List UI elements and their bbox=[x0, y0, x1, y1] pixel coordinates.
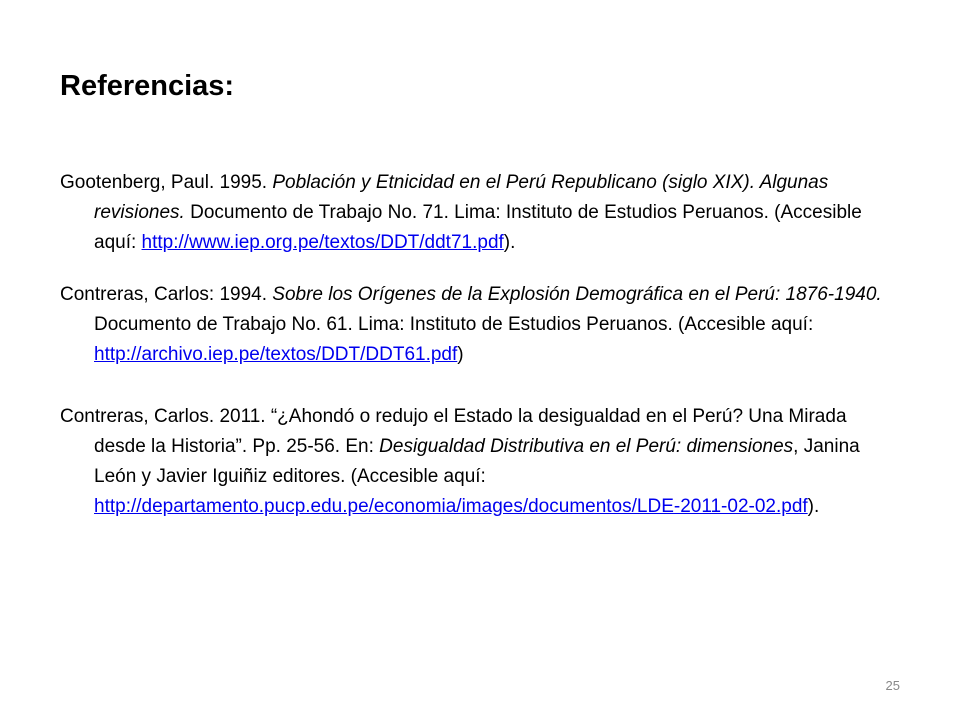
reference-gootenberg-1995 bbox=[60, 168, 895, 258]
reference-details: , Janina León y Javier Iguiñiz editores. (Accesible aquí: bbox=[94, 436, 860, 487]
reference-link-iep-ddt71[interactable]: http://www.iep.org.pe/textos/DDT/ddt71.pdf bbox=[141, 232, 504, 253]
reference-closing: ). bbox=[503, 232, 516, 253]
reference-closing: ). bbox=[807, 496, 820, 517]
reference-title: Sobre los Orígenes de la Explosión Demográfica en el Perú: 1876-1940. bbox=[272, 284, 882, 305]
slide-number: 25 bbox=[885, 678, 900, 693]
reference-closing: ) bbox=[457, 344, 464, 365]
reference-author: Gootenberg, Paul. 1995. bbox=[60, 172, 273, 193]
reference-link-iep-ddt61[interactable]: http://archivo.iep.pe/textos/DDT/DDT61.pdf bbox=[94, 344, 458, 365]
references-list bbox=[60, 168, 895, 544]
reference-author: Contreras, Carlos. 2011. bbox=[60, 406, 271, 427]
reference-contreras-2011 bbox=[60, 402, 895, 522]
slide-title: Referencias: bbox=[60, 70, 235, 102]
reference-title: Población y Etnicidad en el Perú Republicano (siglo XIX). Algunas revisiones. bbox=[94, 172, 829, 223]
reference-details: Documento de Trabajo No. 61. Lima: Instituto de Estudios Peruanos. (Accesible aquí: bbox=[94, 314, 814, 335]
reference-contreras-1994 bbox=[60, 280, 895, 370]
reference-details: Documento de Trabajo No. 71. Lima: Instituto de Estudios Peruanos. (Accesible aquí: bbox=[94, 202, 862, 253]
reference-link-pucp-lde[interactable]: http://departamento.pucp.edu.pe/economia/images/documentos/LDE-2011-02-02.pdf bbox=[94, 496, 808, 517]
reference-chapter: “¿Ahondó o redujo el Estado la desigualdad en el Perú? Una Mirada desde la Historia”. Pp. 25-56. En: bbox=[94, 406, 847, 457]
reference-author: Contreras, Carlos: 1994. bbox=[60, 284, 273, 305]
reference-book-title: Desigualdad Distributiva en el Perú: dimensiones bbox=[379, 436, 794, 457]
